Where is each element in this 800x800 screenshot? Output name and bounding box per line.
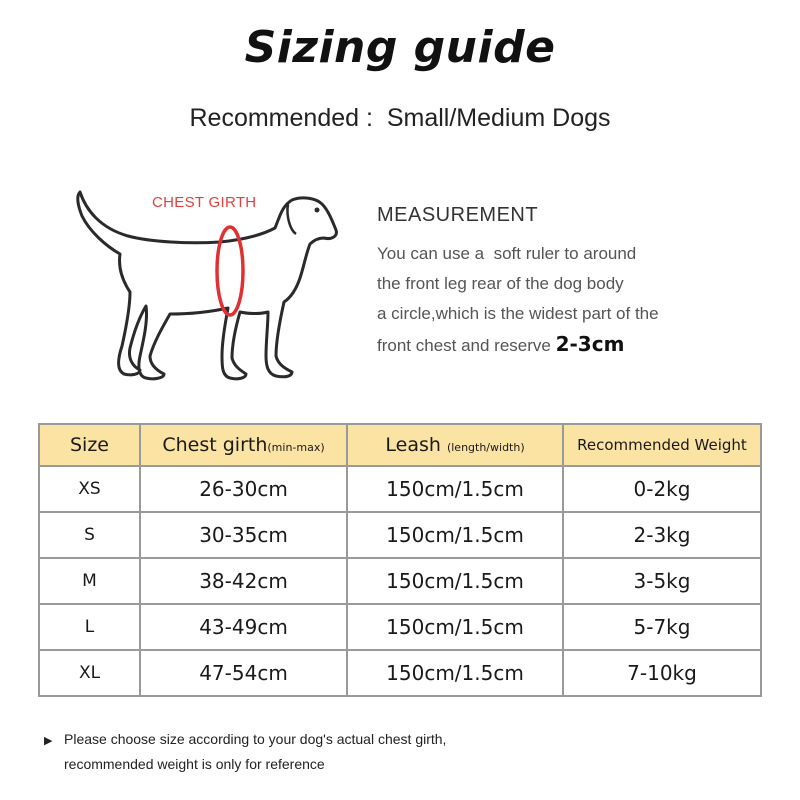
note-line-2: recommended weight is only for reference xyxy=(64,756,325,772)
weight-cell: 5-7kg xyxy=(563,604,761,650)
note-line-1-row xyxy=(44,728,446,753)
weight-cell: 0-2kg xyxy=(563,466,761,512)
size-cell: M xyxy=(39,558,140,604)
chest-cell: 43-49cm xyxy=(140,604,347,650)
measurement-line-1: You can use a soft ruler to around xyxy=(377,244,637,263)
measurement-line-3: a circle,which is the widest part of the xyxy=(377,304,659,323)
dog-outline-icon xyxy=(70,180,350,390)
table-header-row xyxy=(39,424,761,466)
size-cell: S xyxy=(39,512,140,558)
measurement-line-2: the front leg rear of the dog body xyxy=(377,274,624,293)
table-row xyxy=(39,466,761,512)
header-weight: Recommended Weight xyxy=(563,424,761,466)
header-chest-label: Chest girth xyxy=(162,434,268,456)
dog-diagram xyxy=(70,180,350,390)
header-size: Size xyxy=(39,424,140,466)
page-title: Sizing guide xyxy=(244,22,556,73)
weight-cell: 7-10kg xyxy=(563,650,761,696)
table-row xyxy=(39,512,761,558)
leash-cell: 150cm/1.5cm xyxy=(347,558,563,604)
reserve-highlight: 2-3cm xyxy=(555,332,625,356)
measurement-line-4-text: front chest and reserve xyxy=(377,336,556,355)
chest-cell: 38-42cm xyxy=(140,558,347,604)
header-leash-label: Leash xyxy=(385,434,447,456)
size-cell: XL xyxy=(39,650,140,696)
chest-girth-label: CHEST GIRTH xyxy=(152,194,257,211)
header-leash-note: (length/width) xyxy=(446,441,525,454)
size-cell: XS xyxy=(39,466,140,512)
weight-cell: 3-5kg xyxy=(563,558,761,604)
leash-cell: 150cm/1.5cm xyxy=(347,466,563,512)
leash-cell: 150cm/1.5cm xyxy=(347,650,563,696)
recommendation-subtitle: Recommended : Small/Medium Dogs xyxy=(189,104,611,132)
header-chest xyxy=(140,424,347,466)
weight-cell: 2-3kg xyxy=(563,512,761,558)
table-row xyxy=(39,558,761,604)
header-leash xyxy=(347,424,563,466)
note-line-1: Please choose size according to your dog's actual chest girth, xyxy=(64,731,447,747)
chest-cell: 47-54cm xyxy=(140,650,347,696)
table-row xyxy=(39,604,761,650)
measurement-heading: MEASUREMENT xyxy=(377,204,539,226)
leash-cell: 150cm/1.5cm xyxy=(347,604,563,650)
triangle-right-icon: ▶ xyxy=(44,735,53,747)
size-table xyxy=(38,423,762,697)
size-cell: L xyxy=(39,604,140,650)
chest-cell: 26-30cm xyxy=(140,466,347,512)
header-chest-note: (min-max) xyxy=(267,441,325,454)
chest-cell: 30-35cm xyxy=(140,512,347,558)
sizing-note xyxy=(44,728,446,776)
leash-cell: 150cm/1.5cm xyxy=(347,512,563,558)
measurement-line-4 xyxy=(377,332,624,356)
table-row xyxy=(39,650,761,696)
